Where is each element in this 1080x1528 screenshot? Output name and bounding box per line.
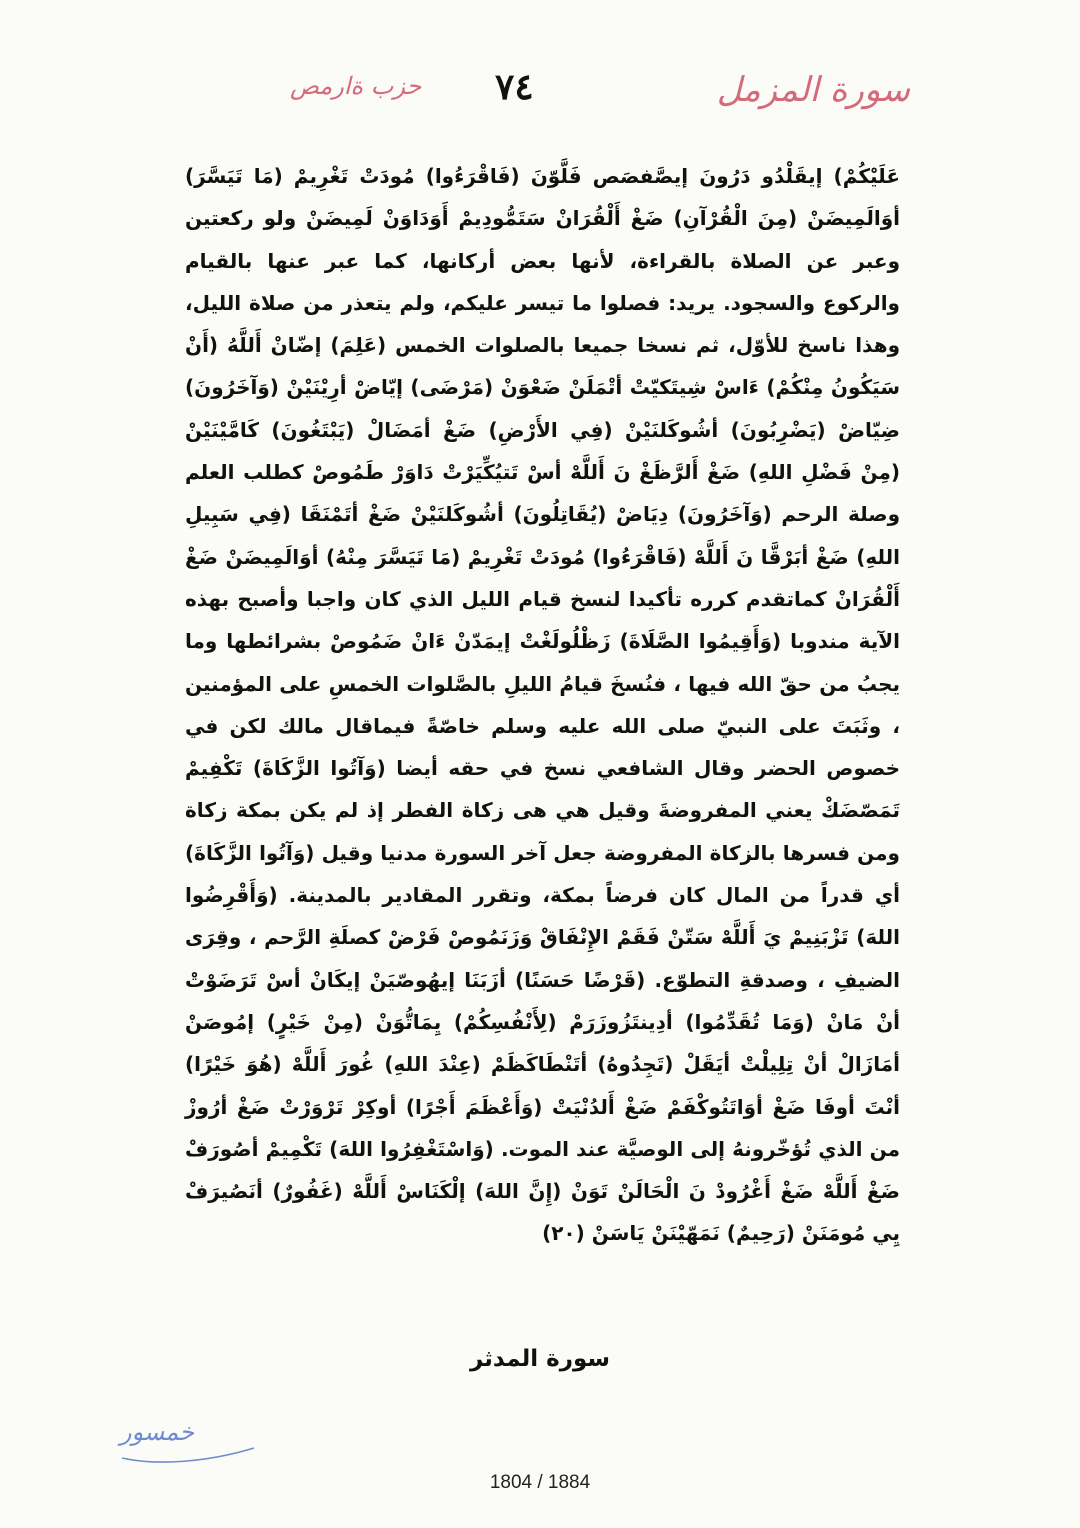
surah-name-handwritten: سورة المزمل [716,70,910,110]
hizb-label-handwritten: حزب ةارمص [290,72,422,100]
page-counter: 1804 / 1884 [489,1472,591,1493]
commentary-text [185,155,900,1255]
page-header [0,58,1080,128]
next-surah-title: سورة المدثر [469,1346,611,1372]
commentary-paragraph: عَلَيْكُمْ) إيقَلْدُو دَرُونَ إيصَّفصَص فَلَّوّنَ (فَاقْرَءُوا) مُودَتْ تَغْرِيمْ (مَا تَيَسَّرَ) أوَالَمِيضَنْ (مِنَ الْقُرْآنِ) ضَغْ أَلْقُرَانْ سَتَمُّودِيمْ أَوَدَاوَنْ لَمِيضَنْ ولو ركعتين وعبر عن الصلاة بالقراءة، لأنها بعض أركانها، كما عبر عنها بالقيام والركوع والسجود. يريد: فصلوا ما تيسر عليكم، ولم يتعذر من صلاة الليل، وهذا ناسخ للأوّل، ثم نسخا جميعا بالصلوات الخمس (عَلِمَ) إضّانْ أَللَّهُ (أَنْ سَيَكُونُ مِنْكُمْ) ءَاسْ شِيتَكيّتْ أتْمَلَنْ ضَعْوَنْ (مَرْضَى) إيّاضْ أرِيْنَيْنْ (وَآخَرُونَ) ضِيّاضْ (يَضْرِبُونَ) أشُوكَلنَيْنْ (فِي الأَرْضِ) ضَغْ أمَضَالْ (يَبْتَغُونَ) كَامَّيْنَيْنْ (مِنْ فَضْلِ اللهِ) ضَغْ أَلرَّظَغْ نَ أَللَّهْ أسْ تَتيُكِّيَرْتْ دَاوَرْ طَمُوصْ كطلب العلم وصلة الرحم (وَآخَرُونَ) دِيَاضْ (يُقَاتِلُونَ) أشُوكَلنَيْنْ ضَغْ أتَمْنَقَا (فِي سَبِيلِ اللهِ) ضَغْ أبَرْقَّا نَ أَللَّهْ (فَاقْرَءُوا) مُودَتْ تَغْرِيمْ (مَا تَيَسَّرَ مِنْهُ) أوَالَمِيضَنْ ضَغْ أَلْقُرَانْ كماتقدم كرره تأكيدا لنسخ قيام الليل الذي كان واجبا وأصبح بهذه الآية مندوبا (وَأَقِيمُوا الصَّلَاةَ) زَظْلُولَغْتْ إيمَدّنْ ءَانْ ضَمُوصْ بشرائطها وما يجبُ من حقّ الله فيها ، فنُسخَ قيامُ الليلِ بالصَّلوات الخمسِ على المؤمنين ، وثَبَتَ على النبيّ صلى الله عليه وسلم خاصّةً فيماقال مالك لكن في خصوص الحضر وقال الشافعي نسخ في حقه أيضا (وَآتُوا الزَّكَاةَ) تَكْفِيمْ تَمَصّضَكْ يعني المفروضةَ وقيل هي هى زكاة الفطر إذ لم يكن بمكة زكاة ومن فسرها بالزكاة المفروضة جعل آخر السورة مدنيا وقيل (وَآتُوا الزَّكَاةَ) أي قدراً من المال كان فرضاً بمكة، وتقرر المقادير بالمدينة. (وَأَقْرِضُوا اللهَ) تَزْبَنِيمْ يَ أَللَّهْ سَتّنْ فَقَمْ الإِنْفَاقْ وَزَنَمُوصْ فَرْضْ كصلَةِ الرَّحم ، وقِرَى الضيفِ ، وصدقةِ التطوّع. (قَرْضًا حَسَنًا) أزَبَنَا إيهُوصّيَنْ إيكَانْ أسْ تَرَضَوْتْ أنْ مَانْ (وَمَا تُقَدِّمُوا) أدِينتَزُوزَرَمْ (لِأَنْفُسِكُمْ) يِمَاتُّوَنْ (مِنْ خَيْرٍ) إمُوصَنْ أمَازَالْ أنْ تِلِيلْتْ أيَقَلْ (تَجِدُوهُ) أتَنْطَاكَظَمْ (عِنْدَ اللهِ) غُورَ أَللَّهْ (هُوَ خَيْرًا) أنْتَ أوفَا ضَغْ أوَاتَتُوكْفَمْ ضَغْ أَلدُنْيَتْ (وَأَعْظَمَ أَجْرًا) أوكِرْ تَرْوَرْتْ ضَغْ أرُوزْ من الذي تُؤخّرونهُ إلى الوصيَّة عند الموت. (وَاسْتَغْفِرُوا اللهَ) تَكْمِيمْ أصُورَفْ ضَغْ أَللَّهْ ضَغْ أَغْرُودْ نَ الْحَالَنْ تَوَنْ (إِنَّ اللهَ) إلْكَنَاسْ أَللَّهْ (غَفُورٌ) أنَصُيرَفْ يِي مُومَنَنْ (رَحِيمٌ) نَمَهّيْنَنْ يَاسَنْ (٢٠) [185,164,900,1246]
margin-note-handwritten: خمسور [120,1418,195,1446]
page-number: ٧٤ [495,66,534,108]
margin-underline-stroke [118,1436,258,1466]
